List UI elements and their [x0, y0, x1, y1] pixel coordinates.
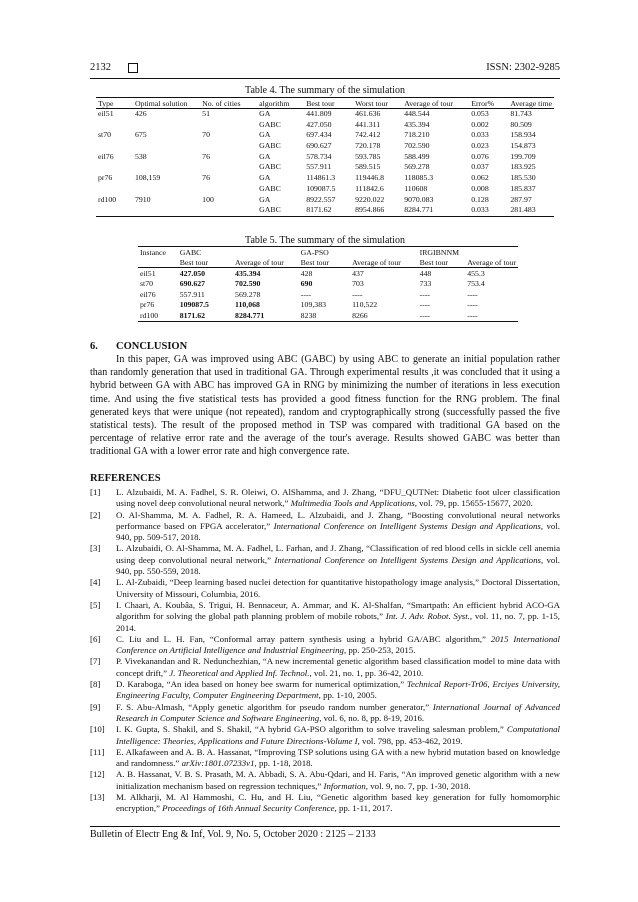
table4-cell: 0.053	[471, 109, 489, 118]
table4-cell: 70	[202, 130, 210, 140]
references-list	[90, 487, 560, 815]
table4-row	[96, 109, 554, 120]
table4-cell	[96, 120, 133, 131]
reference-number: [4]	[90, 577, 101, 588]
table4-cell: 588.499	[404, 151, 430, 161]
table4-cell: 427.050	[306, 119, 332, 129]
reference-authors-title: P. Vivekanandan and R. Nedunchezhian, “A new incremental genetic algorithm based classification model to mine data with concept drift,”	[116, 656, 560, 678]
table4-cell	[200, 120, 257, 131]
table4-cell: 51	[202, 109, 210, 118]
table4-cell: 0.128	[471, 194, 489, 204]
section-number: 6.	[90, 341, 98, 352]
reference-venue: Int. J. Adv. Robot. Syst.	[385, 611, 470, 622]
reference-venue: International Conference on Intelligent Systems Design and Applications	[274, 554, 541, 565]
table4-cell: 100	[202, 194, 214, 204]
table5-cell: 427.050	[179, 268, 206, 278]
table5-gabc-header: GABC	[178, 247, 299, 258]
table4-cell: st70	[98, 130, 111, 140]
table4-cell: 718.210	[404, 130, 430, 140]
table4-cell: 9220.022	[355, 194, 385, 204]
table5-sub-header: Average of tour	[467, 257, 516, 267]
reference-details: , vol. 11, no. 7, pp. 1-15, 2014.	[116, 611, 560, 633]
reference-number: [11]	[90, 746, 105, 757]
table5-sub-header: Best tour	[418, 257, 466, 268]
table5-body	[138, 268, 518, 322]
reference-venue: 2015 International Conference on Artificial Intelligence and Industrial Engineering	[116, 633, 561, 656]
table4-cell: 119446.8	[355, 173, 385, 183]
table4-cell: 675	[134, 130, 147, 140]
reference-number: [8]	[90, 679, 101, 690]
table5-cell: ----	[300, 289, 312, 299]
table4-cell	[133, 141, 200, 152]
page-number: 2132	[90, 62, 111, 73]
conclusion-paragraph: In this paper, GA was improved using ABC (GABC) by using ABC to generate an initial population rather than randomly generation that used in traditional GA. Through experimental results ,it was concluded that it using a hybrid between GA with ABC has improved GA in RNG by minimizing the number of iterations in less execution time. And using the five statistical tests has provided a good fitness function for the RNG problem. The final generated keys that were unique (not repeated), random and cryptographically strong (successfully passed the five statistical tests). The result of the proposed method in TSP was compared with traditional GA based on the percentage of relative error rate and the average of the tour's average. Results showed GABC was better than traditional GA with a lower error rate and high convergence rate.	[90, 354, 560, 458]
reference-number: [2]	[90, 509, 101, 520]
table4-cell: 441.809	[306, 109, 332, 118]
reference-authors-title: L. Al-Zubaidi, “Deep learning based nuclei detection for quantitative histopathology image analysis,” Doctoral Dissertation, University of Missouri, Columbia, 2016.	[116, 577, 560, 599]
table5-cell: ----	[419, 300, 431, 310]
table4-cell: 0.033	[469, 205, 508, 216]
table5-cell: pr76	[140, 300, 155, 310]
reference-authors-title: C. Liu and L. H. Fan, “Conformal array pattern synthesis using a hybrid GA/ABC algorithm,”	[116, 633, 491, 644]
table4-row	[96, 195, 554, 206]
table4-cell: 448.544	[404, 109, 430, 118]
reference-details: , vol. 21, no. 1, pp. 36-42, 2010.	[309, 667, 424, 678]
reference-number: [12]	[90, 769, 105, 780]
table5-cell: 109,383	[300, 300, 326, 310]
table4-header-row	[96, 98, 554, 109]
reference-venue: Multimedia Tools and Applications	[290, 498, 415, 509]
table4-row	[96, 162, 554, 173]
table4-cell	[96, 184, 133, 195]
reference-item	[90, 724, 560, 747]
table5-cell: 557.911	[179, 289, 205, 299]
table4-cell: 557.911	[306, 162, 332, 172]
reference-authors-title: L. Alzubaidi, O. Al-Shamma, M. A. Fadhel, L. Farhan, and J. Zhang, “Classification of red blood cells in sickle cell anemia using deep convolutional neural network,”	[116, 543, 560, 565]
reference-venue: International Conference on Intelligent Systems Design and Applications	[273, 520, 541, 531]
table4-cell	[200, 184, 257, 195]
table4-cell: 589.515	[355, 162, 381, 172]
table4-cell: 435.394	[404, 119, 430, 129]
table4-cell: 76	[202, 173, 210, 183]
reference-details: , pp. 1-10, 2005.	[318, 690, 377, 701]
reference-venue: J. Theoretical and Applied Inf. Technol.	[169, 667, 310, 678]
table4-col-header: algorithm	[257, 98, 304, 109]
table5-cell: 448	[419, 268, 432, 278]
table4-cell: eil51	[98, 109, 114, 118]
table5-cell: ----	[467, 300, 478, 310]
table5-cell: 702.590	[235, 279, 261, 289]
table4-cell: 8171.62	[304, 205, 353, 216]
table5-cell: 455.3	[467, 268, 485, 278]
reference-authors-title: E. Alkafaween and A. B. A. Hassanat, “Improving TSP solutions using GA with a new hybrid mutation based on knowledge and randomness.”	[116, 746, 560, 769]
table5-cell: rd100	[138, 310, 178, 321]
reference-number: [5]	[90, 599, 101, 610]
table4-cell	[133, 205, 200, 216]
table4	[96, 97, 554, 217]
reference-venue: Technical Report-Tr06, Erciyes University, Engineering Faculty, Computer Engineering Department	[116, 679, 560, 701]
table4-cell: 461.636	[355, 109, 381, 118]
table4-cell: 0.002	[471, 119, 489, 129]
table4-cell: 742.412	[355, 130, 381, 140]
table4-cell: 154.873	[510, 141, 536, 151]
reference-number: [13]	[90, 792, 105, 803]
table5-row	[138, 268, 518, 279]
table4-row	[96, 120, 554, 131]
table4-cell: 281.483	[508, 205, 554, 216]
reference-venue: Computational Intelligence: Theories, Applications and Future Directions-Volume I	[116, 724, 560, 746]
table4-cell: 287.97	[510, 194, 532, 204]
table4-cell: 114861.3	[306, 173, 336, 183]
table4-cell: 8954.866	[353, 205, 402, 216]
table5-cell: ----	[465, 310, 518, 321]
checkbox-square-icon	[128, 63, 138, 73]
table5-cell: 753.4	[467, 279, 485, 289]
table4-cell: 199.709	[510, 151, 536, 161]
reference-details: , pp. 250-253, 2015.	[343, 645, 416, 656]
table4-cell: 0.008	[471, 183, 489, 193]
table4-cell	[200, 205, 257, 216]
table4-cell: 110608	[404, 183, 428, 193]
table5-cell: eil76	[140, 289, 156, 299]
table4-cell: 8922.557	[306, 194, 336, 204]
table5-cell: 435.394	[235, 268, 261, 278]
table5-irgibnnm-header: IRGIBNNM	[418, 247, 518, 258]
table5-cell: ----	[418, 310, 466, 321]
table4-cell: 81.743	[510, 109, 532, 118]
table4-cell	[96, 141, 133, 152]
table4-cell: 80.509	[510, 119, 532, 129]
table5-cell: 110,068	[235, 300, 260, 310]
table4-col-header: Error%	[469, 98, 508, 109]
reference-details: , vol. 940, pp. 550-559, 2018.	[116, 554, 561, 577]
conclusion-heading	[90, 341, 187, 352]
reference-item	[90, 656, 560, 679]
table4-cell	[133, 120, 200, 131]
table4-cell: GA	[259, 173, 271, 183]
footer-divider	[90, 826, 560, 827]
table4-caption: Table 4. The summary of the simulation	[245, 85, 405, 96]
reference-authors-title: A. B. Hassanat, V. B. S. Prasath, M. A. Abbadi, S. A. Abu-Qdari, and H. Faris, “An improved genetic algorithm with a new initialization mechanism based on regression techniques,”	[116, 769, 560, 791]
table4-cell: 0.023	[471, 141, 489, 151]
table4-cell: 183.925	[510, 162, 536, 172]
references-heading: REFERENCES	[90, 473, 161, 484]
reference-venue: Information	[323, 780, 366, 791]
table5-cell: 8238	[299, 310, 350, 321]
table5-cell: 703	[352, 279, 364, 289]
reference-item	[90, 634, 560, 657]
reference-details: , vol. 940, pp. 509-517, 2018.	[116, 520, 560, 543]
table4-col-header: Average time	[510, 98, 552, 108]
table5-sub-header: Best tour	[178, 257, 233, 268]
reference-number: [9]	[90, 701, 101, 712]
table4-cell: 0.062	[471, 173, 489, 183]
table5-cell: ----	[419, 289, 431, 299]
table4-cell: GABC	[257, 205, 304, 216]
table4-col-header: Type	[96, 98, 133, 109]
reference-number: [3]	[90, 543, 101, 554]
reference-authors-title: F. S. Abu-Almash, “Apply genetic algorithm for pseudo random number generator,”	[116, 701, 433, 712]
page-header	[90, 62, 560, 78]
table4-row	[96, 152, 554, 163]
table4-col-header: Best tour	[304, 98, 353, 109]
reference-details: , pp. 1-18, 2018.	[254, 758, 313, 769]
table4-cell: GABC	[259, 119, 281, 129]
table4-cell	[200, 162, 257, 173]
table4-cell	[96, 205, 133, 216]
table4-cell: 0.037	[471, 162, 489, 172]
table4-cell: 9070.083	[404, 194, 434, 204]
reference-details: , pp. 1-11, 2017.	[334, 803, 393, 814]
section-title: CONCLUSION	[116, 341, 188, 352]
reference-authors-title: I. Chaari, A. Koubâa, S. Trigui, H. Bennaceur, A. Ammar, and K. Al-Shalfan, “Smartpath: An efficient hybrid ACO-GA algorithm for solving the global path planning problem of mobile robots,”	[116, 599, 560, 622]
table4-cell: 426	[134, 109, 147, 118]
reference-authors-title: M. Alkharji, M. Al Hammoshi, C. Hu, and H. Liu, “Genetic algorithm based key generation for fully homomorphic encryption,”	[116, 792, 560, 814]
table5-caption: Table 5. The summary of the simulation	[245, 235, 405, 246]
table4-body	[96, 109, 554, 217]
table4-cell	[133, 184, 200, 195]
table5-sub-header: Average of tour	[233, 257, 299, 268]
table4-col-header: Worst tour	[353, 98, 402, 109]
table4-cell: GABC	[259, 183, 281, 193]
table4-cell: 7910	[134, 194, 151, 204]
reference-authors-title: I. K. Gupta, S. Shakil, and S. Shakil, “A hybrid GA-PSO algorithm to solve traveling salesman problem,”	[116, 724, 507, 735]
table5-cell: 733	[419, 279, 432, 289]
reference-details: , vol. 79, pp. 15655-15677, 2020.	[414, 498, 533, 509]
reference-item	[90, 792, 560, 815]
reference-number: [1]	[90, 487, 101, 497]
table4-cell: pr76	[98, 173, 113, 183]
table4-cell: 593.785	[355, 151, 381, 161]
table5-row	[138, 279, 518, 290]
table4-cell: 0.076	[471, 151, 489, 161]
table4-row	[96, 173, 554, 184]
table4-cell: GA	[259, 194, 271, 204]
reference-authors-title: D. Karaboga, “An idea based on honey bee swarm for numerical optimization,”	[116, 679, 407, 690]
reference-venue: Proceedings of 16th Annual Security Conference	[162, 803, 335, 814]
table5-cell: 437	[352, 268, 364, 278]
reference-number: [6]	[90, 633, 101, 644]
table5-cell: st70	[140, 279, 153, 289]
table5-gapso-header: GA-PSO	[299, 247, 418, 258]
table4-cell: 111842.6	[355, 183, 384, 193]
table4-cell	[96, 162, 133, 173]
reference-details: , vol. 798, pp. 453-462, 2019.	[357, 735, 463, 746]
table4-cell: rd100	[98, 194, 117, 204]
reference-authors-title: O. Al-Shamma, M. A. Fadhel, R. A. Hameed, L. Alzubaidi, and J. Zhang, “Boosting convolutional neural networks performance based on FPGA accelerator,”	[116, 509, 560, 531]
table4-cell: 720.178	[355, 141, 381, 151]
table4-row	[96, 141, 554, 152]
table4-cell: 109087.5	[306, 183, 336, 193]
table5-row	[138, 289, 518, 300]
table5-cell: ----	[352, 289, 363, 299]
table5-cell: 109087.5	[179, 300, 209, 310]
table5-cell: 8284.771	[233, 310, 299, 321]
reference-number: [7]	[90, 656, 101, 667]
table4-cell: eil76	[98, 151, 114, 161]
table4-cell: 0.033	[471, 130, 489, 140]
table5	[138, 246, 518, 322]
table5-cell: eil51	[140, 268, 156, 278]
reference-item	[90, 747, 560, 770]
table4-row	[96, 184, 554, 195]
table4-row	[96, 130, 554, 141]
table4-cell: GABC	[259, 162, 281, 172]
table5-cell: 110,522	[352, 300, 378, 310]
table4-cell: 690.627	[306, 141, 332, 151]
table5-row	[138, 300, 518, 311]
table5-sub-header: Best tour	[299, 257, 350, 268]
table5-group-header-row	[138, 247, 518, 258]
table4-cell: 185.530	[510, 173, 536, 183]
reference-item	[90, 543, 560, 577]
issn-label: ISSN: 2302-9285	[486, 62, 560, 73]
reference-venue: International Journal of Advanced Research in Computer Science and Software Engineering	[116, 701, 560, 723]
reference-authors-title: L. Alzubaidi, M. A. Fadhel, S. R. Oleiwi, O. AlShamma, and J. Zhang, “DFU_QUTNet: Diabetic foot ulcer classification using novel deep convolutional neural network,”	[116, 487, 560, 509]
reference-number: [10]	[90, 724, 105, 735]
table5-row	[138, 310, 518, 321]
table4-col-header: Optimal solution	[133, 98, 200, 109]
table4-cell: 569.278	[404, 162, 430, 172]
reference-item	[90, 679, 560, 702]
table4-cell: 578.734	[306, 151, 332, 161]
reference-item	[90, 577, 560, 600]
table5-cell: 690.627	[179, 279, 206, 289]
table4-cell: 76	[202, 151, 210, 161]
table5-cell: 8171.62	[178, 310, 233, 321]
page-footer: Bulletin of Electr Eng & Inf, Vol. 9, No. 5, October 2020 : 2125 – 2133	[90, 829, 376, 840]
table4-cell: GA	[259, 109, 271, 118]
table4-cell: 158.934	[510, 130, 536, 140]
table5-sub-header: Average of tour	[350, 257, 418, 268]
table5-cell: 428	[300, 268, 313, 278]
reference-item	[90, 600, 560, 634]
table4-cell: 108,159	[134, 173, 161, 183]
table5-sub-header-row	[138, 257, 518, 268]
table4-cell	[133, 162, 200, 173]
reference-item	[90, 702, 560, 725]
reference-details: , vol. 6, no. 8, pp. 8-19, 2016.	[319, 712, 425, 723]
table4-cell: GA	[259, 130, 271, 140]
table4-cell: GABC	[259, 141, 281, 151]
table5-cell: 690	[300, 279, 313, 289]
table5-cell: ----	[467, 289, 478, 299]
table5-cell: 569.278	[235, 289, 261, 299]
reference-details: , vol. 9, no. 7, pp. 1-30, 2018.	[365, 780, 471, 791]
table5-cell: 8266	[350, 310, 418, 321]
table4-cell: 697.434	[306, 130, 332, 140]
table4-col-header: Average of tour	[402, 98, 469, 109]
table4-cell: 441.311	[355, 119, 381, 129]
table4-cell: 185.837	[510, 183, 536, 193]
table4-row	[96, 205, 554, 216]
reference-venue: arXiv:1801.07233v1	[181, 758, 255, 769]
table4-cell: 538	[134, 151, 147, 161]
reference-item	[90, 769, 560, 792]
reference-item	[90, 487, 560, 510]
table5-instance-header: Instance	[138, 247, 178, 258]
table4-cell: 8284.771	[402, 205, 469, 216]
table4-cell: 702.590	[404, 141, 430, 151]
header-divider	[90, 78, 560, 79]
table4-cell: GA	[259, 151, 271, 161]
table4-cell: 118085.3	[404, 173, 434, 183]
table4-col-header: No. of cities	[200, 98, 257, 109]
table4-cell	[200, 141, 257, 152]
reference-item	[90, 510, 560, 544]
